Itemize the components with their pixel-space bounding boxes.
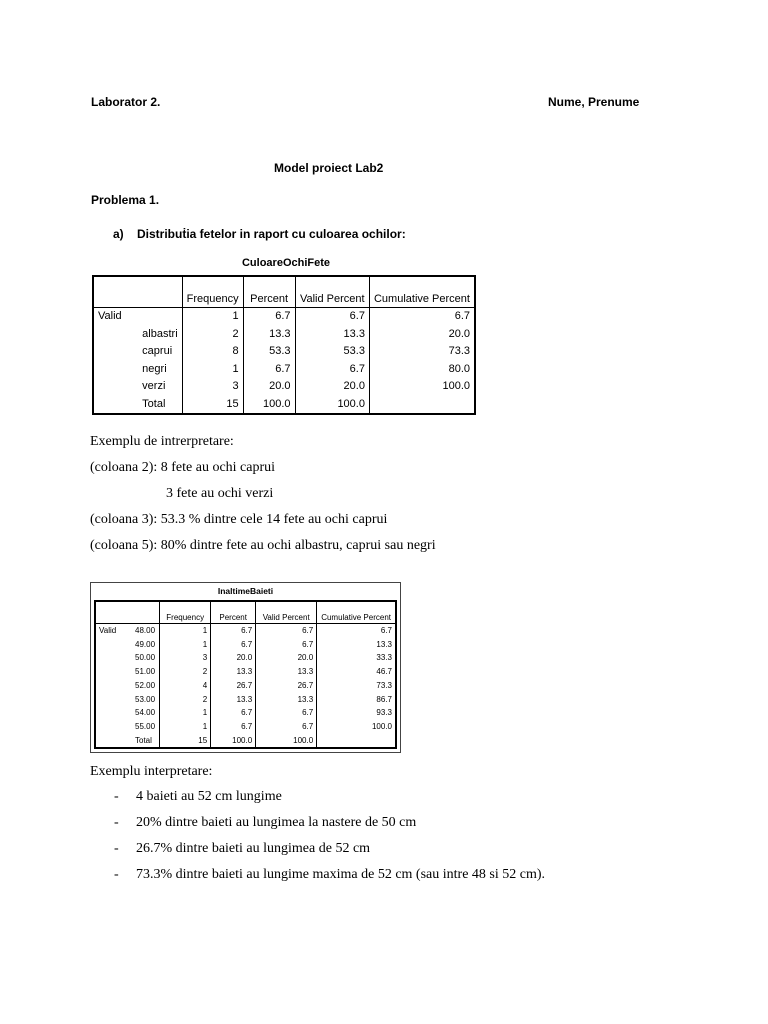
cell-percent: 6.7	[211, 720, 256, 734]
interpretation-line: (coloana 3): 53.3 % dintre cele 14 fete au ochi caprui	[90, 512, 388, 527]
table-row	[93, 361, 475, 379]
cell-valid-percent: 20.0	[295, 378, 369, 396]
cell-percent: 100.0	[243, 396, 295, 415]
table-row	[95, 720, 396, 734]
cell-frequency: 1	[160, 638, 211, 652]
cell-frequency: 1	[182, 361, 243, 379]
row-category-label: 51.00	[135, 667, 156, 677]
column-header: Valid Percent	[256, 601, 317, 624]
cell-percent: 13.3	[211, 665, 256, 679]
cell-valid-percent: 13.3	[256, 665, 317, 679]
subheading-text: Distribuṫia fetelor in raport cu culoarea ochilor:	[137, 227, 406, 241]
problem-heading: Problema 1.	[91, 193, 160, 207]
cell-percent: 13.3	[211, 693, 256, 707]
row-category-label: 49.00	[135, 639, 156, 649]
cell-cumulative: 80.0	[369, 361, 475, 379]
row-group-label	[95, 651, 132, 665]
cell-percent: 100.0	[211, 734, 256, 749]
column-header: Cumulative Percent	[369, 276, 475, 308]
cell-cumulative: 6.7	[369, 308, 475, 326]
cell-percent: 20.0	[243, 378, 295, 396]
cell-cumulative	[369, 396, 475, 415]
list-item-text: 4 baieti au 52 cm lungime	[136, 789, 282, 804]
cell-frequency: 2	[182, 326, 243, 344]
cell-cumulative	[317, 734, 396, 749]
cell-frequency: 4	[160, 679, 211, 693]
cell-valid-percent: 100.0	[256, 734, 317, 749]
row-category-label: 48.00	[135, 626, 156, 635]
bullet-dash: -	[114, 841, 119, 856]
interpretation-heading: Exemplu de intrerpretare:	[90, 434, 234, 449]
cell-percent: 6.7	[211, 638, 256, 652]
table-row	[95, 665, 396, 679]
cell-frequency: 2	[160, 693, 211, 707]
cell-percent: 53.3	[243, 343, 295, 361]
row-group-label: Valid	[98, 310, 122, 322]
cell-cumulative: 33.3	[317, 651, 396, 665]
cell-percent: 6.7	[211, 706, 256, 720]
cell-frequency: 3	[182, 378, 243, 396]
bullet-dash: -	[114, 867, 119, 882]
cell-frequency: 8	[182, 343, 243, 361]
table-row	[93, 326, 475, 344]
cell-cumulative: 20.0	[369, 326, 475, 344]
row-group-label	[95, 679, 132, 693]
cell-percent: 6.7	[243, 361, 295, 379]
cell-percent: 6.7	[211, 624, 256, 638]
row-group-label	[95, 706, 132, 720]
list-item-text: 20% dintre baieti au lungimea la nastere de 50 cm	[136, 815, 417, 830]
cell-frequency: 1	[160, 624, 211, 638]
cell-frequency: 1	[182, 308, 243, 326]
table-row	[93, 378, 475, 396]
cell-valid-percent: 6.7	[256, 624, 317, 638]
cell-frequency: 3	[160, 651, 211, 665]
cell-valid-percent: 13.3	[256, 693, 317, 707]
cell-cumulative: 46.7	[317, 665, 396, 679]
cell-percent: 6.7	[243, 308, 295, 326]
table-corner-cell	[95, 601, 160, 624]
row-category-label: caprui	[142, 345, 173, 357]
table-row	[95, 651, 396, 665]
cell-valid-percent: 6.7	[256, 638, 317, 652]
list-item	[114, 862, 674, 888]
row-group-label	[95, 665, 132, 679]
cell-cumulative: 73.3	[369, 343, 475, 361]
cell-cumulative: 93.3	[317, 706, 396, 720]
row-group-label	[93, 361, 138, 379]
row-group-label	[93, 396, 138, 415]
cell-percent: 20.0	[211, 651, 256, 665]
table-row	[95, 706, 396, 720]
cell-valid-percent: 100.0	[295, 396, 369, 415]
header-name-field: Nume, Prenume	[548, 95, 640, 109]
table-row	[93, 396, 475, 415]
cell-valid-percent: 6.7	[295, 308, 369, 326]
column-header: Frequency	[182, 276, 243, 308]
column-header: Cumulative Percent	[317, 601, 396, 624]
row-category-label: Total	[142, 397, 166, 410]
cell-percent: 26.7	[211, 679, 256, 693]
table-title: CuloareOchiFete	[241, 257, 331, 269]
table-frame	[90, 582, 401, 753]
column-header: Percent	[243, 276, 295, 308]
cell-valid-percent: 26.7	[256, 679, 317, 693]
row-category-label: negri	[142, 362, 167, 375]
cell-valid-percent: 53.3	[295, 343, 369, 361]
frequency-table-boys-height	[90, 582, 401, 753]
row-category-label: verzi	[142, 380, 166, 392]
table-header-row	[95, 601, 396, 624]
table-row	[93, 343, 475, 361]
table-row	[95, 679, 396, 693]
frequency-table	[94, 600, 397, 749]
row-group-label	[95, 734, 132, 749]
cell-frequency: 15	[160, 734, 211, 749]
bullet-dash: -	[114, 815, 119, 830]
row-category-label	[138, 308, 182, 326]
row-group-label: Valid	[99, 626, 117, 635]
cell-cumulative: 100.0	[317, 720, 396, 734]
row-group-label	[95, 693, 132, 707]
frequency-table-eye-color	[92, 257, 480, 415]
row-category-label: 52.00	[135, 680, 156, 690]
list-item-text: 73.3% dintre baieti au lungime maxima de 52 cm (sau intre 48 si 52 cm).	[136, 867, 546, 882]
row-group-label	[95, 638, 132, 652]
table-row	[95, 734, 396, 749]
cell-valid-percent: 6.7	[256, 706, 317, 720]
column-header: Percent	[211, 601, 256, 624]
cell-valid-percent: 6.7	[295, 361, 369, 379]
table-corner-cell	[93, 276, 182, 308]
table-title: InaltimeBaieti	[217, 586, 274, 596]
frequency-table	[92, 275, 476, 415]
document-title: Model proiect Lab2	[274, 161, 384, 175]
row-group-label	[95, 720, 132, 734]
cell-cumulative: 100.0	[369, 378, 475, 396]
list-item-text: 26.7% dintre baieti au lungimea de 52 cm	[136, 841, 371, 856]
column-header: Valid Percent	[295, 276, 369, 308]
interpretation-line: (coloana 2): 8 fete au ochi caprui	[90, 460, 276, 475]
table-header-row	[93, 276, 475, 308]
cell-cumulative: 86.7	[317, 693, 396, 707]
interpretation-line: 3 fete au ochi verzi	[166, 486, 274, 501]
interpretation-list	[114, 784, 674, 888]
cell-frequency: 1	[160, 720, 211, 734]
table-row	[95, 638, 396, 652]
row-category-label: 55.00	[135, 721, 156, 731]
row-category-label: 54.00	[135, 708, 156, 718]
list-item	[114, 810, 674, 836]
interpretation-heading: Exemplu interpretare:	[90, 764, 213, 779]
cell-valid-percent: 6.7	[256, 720, 317, 734]
header-lab-number: Laborator 2.	[91, 95, 161, 109]
cell-valid-percent: 20.0	[256, 651, 317, 665]
list-item	[114, 784, 674, 810]
row-group-label	[93, 378, 138, 396]
cell-cumulative: 6.7	[317, 624, 396, 638]
row-category-label: 50.00	[135, 653, 156, 663]
row-group-label	[93, 343, 138, 361]
cell-frequency: 2	[160, 665, 211, 679]
interpretation-line: (coloana 5): 80% dintre fete au ochi albastru, caprui sau negri	[90, 538, 436, 553]
list-item	[114, 836, 674, 862]
cell-frequency: 1	[160, 706, 211, 720]
subheading-marker: a)	[113, 227, 124, 241]
row-group-label	[93, 326, 138, 344]
cell-percent: 13.3	[243, 326, 295, 344]
table-row	[95, 624, 396, 638]
bullet-dash: -	[114, 789, 119, 804]
row-category-label: albastri	[142, 327, 178, 340]
cell-cumulative: 13.3	[317, 638, 396, 652]
cell-frequency: 15	[182, 396, 243, 415]
table-row	[93, 308, 475, 326]
cell-valid-percent: 13.3	[295, 326, 369, 344]
row-category-label: Total	[135, 735, 152, 745]
table-row	[95, 693, 396, 707]
cell-cumulative: 73.3	[317, 679, 396, 693]
row-category-label: 53.00	[135, 694, 156, 704]
column-header: Frequency	[160, 601, 211, 624]
